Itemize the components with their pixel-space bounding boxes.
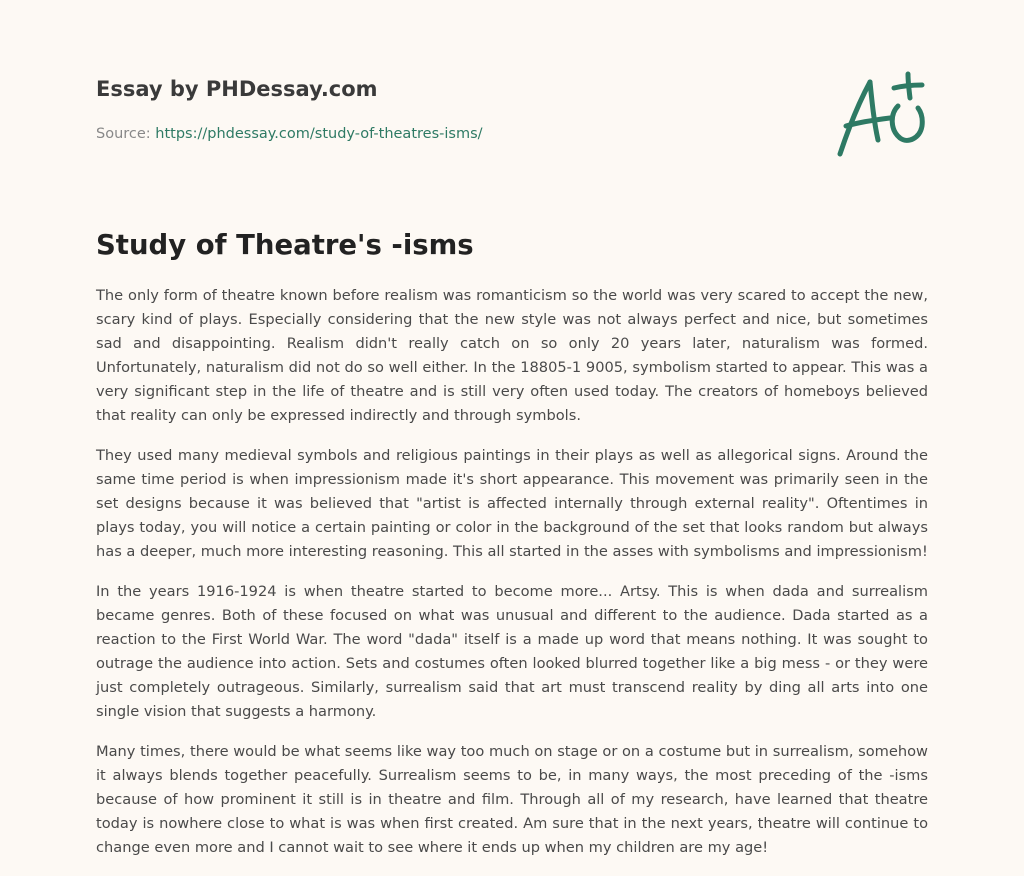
essay-paragraph: They used many medieval symbols and religious paintings in their plays as well as allegorical signs. Around the same time period is when impressionism made it's short appearance. This movement was primarily seen in the set designs because it was believed that "artist is affected internally through external reality". Oftentimes in plays today, you will notice a certain painting or color in the background of the set that looks random but always has a deeper, much more interesting reasoning. This all started in the asses with symbolisms and impressionism!: [96, 447, 928, 560]
a-plus-logo-icon: [828, 68, 928, 164]
source-link[interactable]: https://phdessay.com/study-of-theatres-isms/: [155, 126, 483, 142]
essay-paragraph: Many times, there would be what seems like way too much on stage or on a costume but in surrealism, somehow it always blends together peacefully. Surrealism seems to be, in many ways, the most preceding of the -isms because of how prominent it still is in theatre and film. Through all of my research, have learned that theatre today is nowhere close to what is was when first created. Am sure that in the next years, theatre will continue to change even more and I cannot wait to see where it ends up when my children are my age!: [96, 743, 928, 856]
source-line: [96, 124, 928, 144]
essay-title: Study of Theatre's -isms: [96, 229, 474, 261]
essay-paragraph: In the years 1916-1924 is when theatre started to become more... Artsy. This is when dada and surrealism became genres. Both of these focused on what was unusual and different to the audience. Dada started as a reaction to the First World War. The word "dada" itself is a made up word that means nothing. It was sought to outrage the audience into action. Sets and costumes often looked blurred together like a big mess - or they were just completely outrageous. Similarly, surrealism said that art must transcend reality by ding all arts into one single vision that suggests a harmony.: [96, 583, 928, 720]
page-header: [96, 74, 928, 194]
essay-paragraph: The only form of theatre known before realism was romanticism so the world was very scared to accept the new, scary kind of plays. Especially considering that the new style was not always perfect and nice, but sometimes sad and disappointing. Realism didn't really catch on so only 20 years later, naturalism was formed. Unfortunately, naturalism did not do so well either. In the 18805-1 9005, symbolism started to appear. This was a very significant step in the life of theatre and is still very often used today. The creators of homeboys believed that reality can only be expressed indirectly and through symbols.: [96, 287, 928, 424]
site-brand: Essay by PHDessay.com: [96, 77, 378, 101]
source-label: Source:: [96, 126, 156, 142]
essay-body: [96, 284, 928, 876]
